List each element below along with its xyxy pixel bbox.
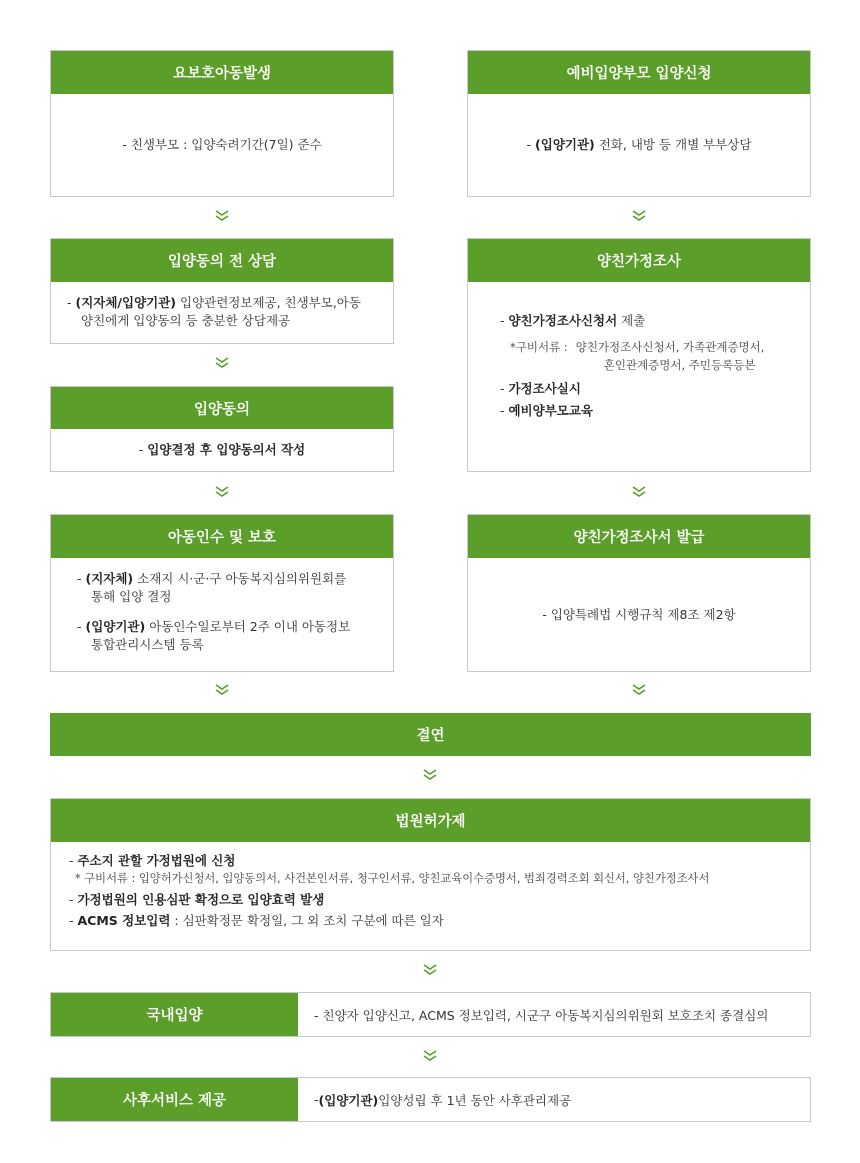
step-line: 전화, 내방 등 개별 부부상담	[594, 137, 752, 152]
double-chevron-down-icon	[422, 1049, 438, 1063]
double-chevron-down-icon	[631, 683, 647, 697]
step-line: 양친에게 입양동의 등 충분한 상담제공	[81, 313, 291, 328]
step-domestic-adoption	[50, 992, 811, 1037]
step-title: 아동인수 및 보호	[51, 515, 393, 558]
step-title: 양친가정조사서 발급	[468, 515, 810, 558]
dash: -	[314, 1092, 319, 1107]
step-line: 입양관련정보제공, 친생부모,아동	[176, 295, 361, 310]
double-chevron-down-icon	[214, 209, 230, 223]
step-body	[51, 282, 393, 330]
bold-label: (입양기관)	[318, 1092, 379, 1108]
dash: -	[500, 381, 509, 396]
step-line: 입양성립 후 1년 동안 사후관리제공	[378, 1092, 572, 1108]
step-body	[51, 429, 393, 471]
step-line: - 입양특례법 시행규칙 제8조 제2항	[542, 606, 736, 622]
step-body	[468, 94, 810, 196]
dash: -	[77, 571, 86, 586]
step-child-handover	[50, 514, 394, 672]
step-title: 요보호아동발생	[51, 51, 393, 94]
step-line: 통합관리시스템 등록	[91, 637, 204, 652]
double-chevron-down-icon	[422, 768, 438, 782]
double-chevron-down-icon	[631, 209, 647, 223]
step-child-protection	[50, 50, 394, 197]
bold-label: 예비양부모교육	[508, 403, 594, 418]
dash: -	[500, 403, 509, 418]
dash: -	[500, 313, 509, 328]
dash: -	[77, 619, 86, 634]
docs-label: *구비서류 :	[510, 340, 568, 354]
dash: -	[67, 295, 76, 310]
step-body	[468, 282, 810, 420]
step-line: 아동인수일로부터 2주 이내 아동정보	[145, 619, 351, 634]
step-title: 사후서비스 제공	[51, 1078, 298, 1121]
step-body	[468, 558, 810, 671]
dash: -	[69, 853, 78, 868]
dash: -	[69, 913, 78, 928]
double-chevron-down-icon	[214, 356, 230, 370]
dash: -	[69, 892, 78, 907]
step-court-permission	[50, 798, 811, 951]
step-matching: 결연	[50, 713, 811, 756]
step-title: 양친가정조사	[468, 239, 810, 282]
double-chevron-down-icon	[631, 485, 647, 499]
step-title: 법원허가제	[51, 799, 810, 842]
bold-label: (지자체/입양기관)	[75, 295, 177, 310]
step-post-adoption-service	[50, 1077, 811, 1122]
step-line: 제출	[617, 313, 646, 328]
step-pre-consent-counseling	[50, 238, 394, 344]
bold-label: 양친가정조사신청서	[508, 313, 618, 328]
double-chevron-down-icon	[422, 963, 438, 977]
step-body	[51, 558, 393, 654]
step-title: 입양동의	[51, 387, 393, 429]
bold-label: ACMS 정보입력	[77, 913, 171, 928]
step-title: 입양동의 전 상담	[51, 239, 393, 282]
docs-block	[500, 338, 810, 374]
double-chevron-down-icon	[214, 683, 230, 697]
bold-label: 입양결정 후 입양동의서 작성	[147, 442, 306, 457]
step-home-study-report	[467, 514, 811, 672]
step-line: : 심판확정문 확정일, 그 외 조치 구분에 따른 일자	[170, 913, 444, 928]
step-home-study	[467, 238, 811, 472]
step-body	[51, 842, 810, 930]
docs-line: 혼인관계증명서, 주민등록등본	[603, 358, 756, 372]
step-body	[51, 94, 393, 196]
step-line: 소재지 시·군·구 아동복지심의위원회를	[133, 571, 347, 586]
docs-line: * 구비서류 : 입양허가신청서, 입양동의서, 사건본인서류, 청구인서류, 양친교육이수증명서, 범죄경력조회 회신서, 양친가정조사서	[75, 872, 710, 885]
bold-label: (지자체)	[85, 571, 134, 586]
step-line: 통해 입양 결정	[91, 589, 172, 604]
step-adoption-application	[467, 50, 811, 197]
step-adoption-consent	[50, 386, 394, 472]
dash: -	[138, 442, 148, 457]
step-line: - 친양자 입양신고, ACMS 정보입력, 시군구 아동복지심의위원회 보호조치 종결심의	[314, 1007, 769, 1023]
docs-line: 양친가정조사신청서, 가족관계증명서,	[575, 340, 765, 354]
step-title: 예비입양부모 입양신청	[468, 51, 810, 94]
step-title: 국내입양	[51, 993, 298, 1036]
bold-label: (입양기관)	[535, 137, 595, 152]
bold-label: 주소지 관할 가정법원에 신청	[77, 853, 236, 868]
step-line: - 친생부모 : 입양숙려기간(7일) 준수	[122, 137, 322, 152]
dash: -	[526, 137, 536, 152]
step-body	[298, 1078, 571, 1121]
bold-label: (입양기관)	[85, 619, 146, 634]
bold-label: 가정조사실시	[508, 381, 581, 396]
bold-label: 가정법원의 인용심판 확정으로 입양효력 발생	[77, 892, 325, 907]
double-chevron-down-icon	[214, 485, 230, 499]
